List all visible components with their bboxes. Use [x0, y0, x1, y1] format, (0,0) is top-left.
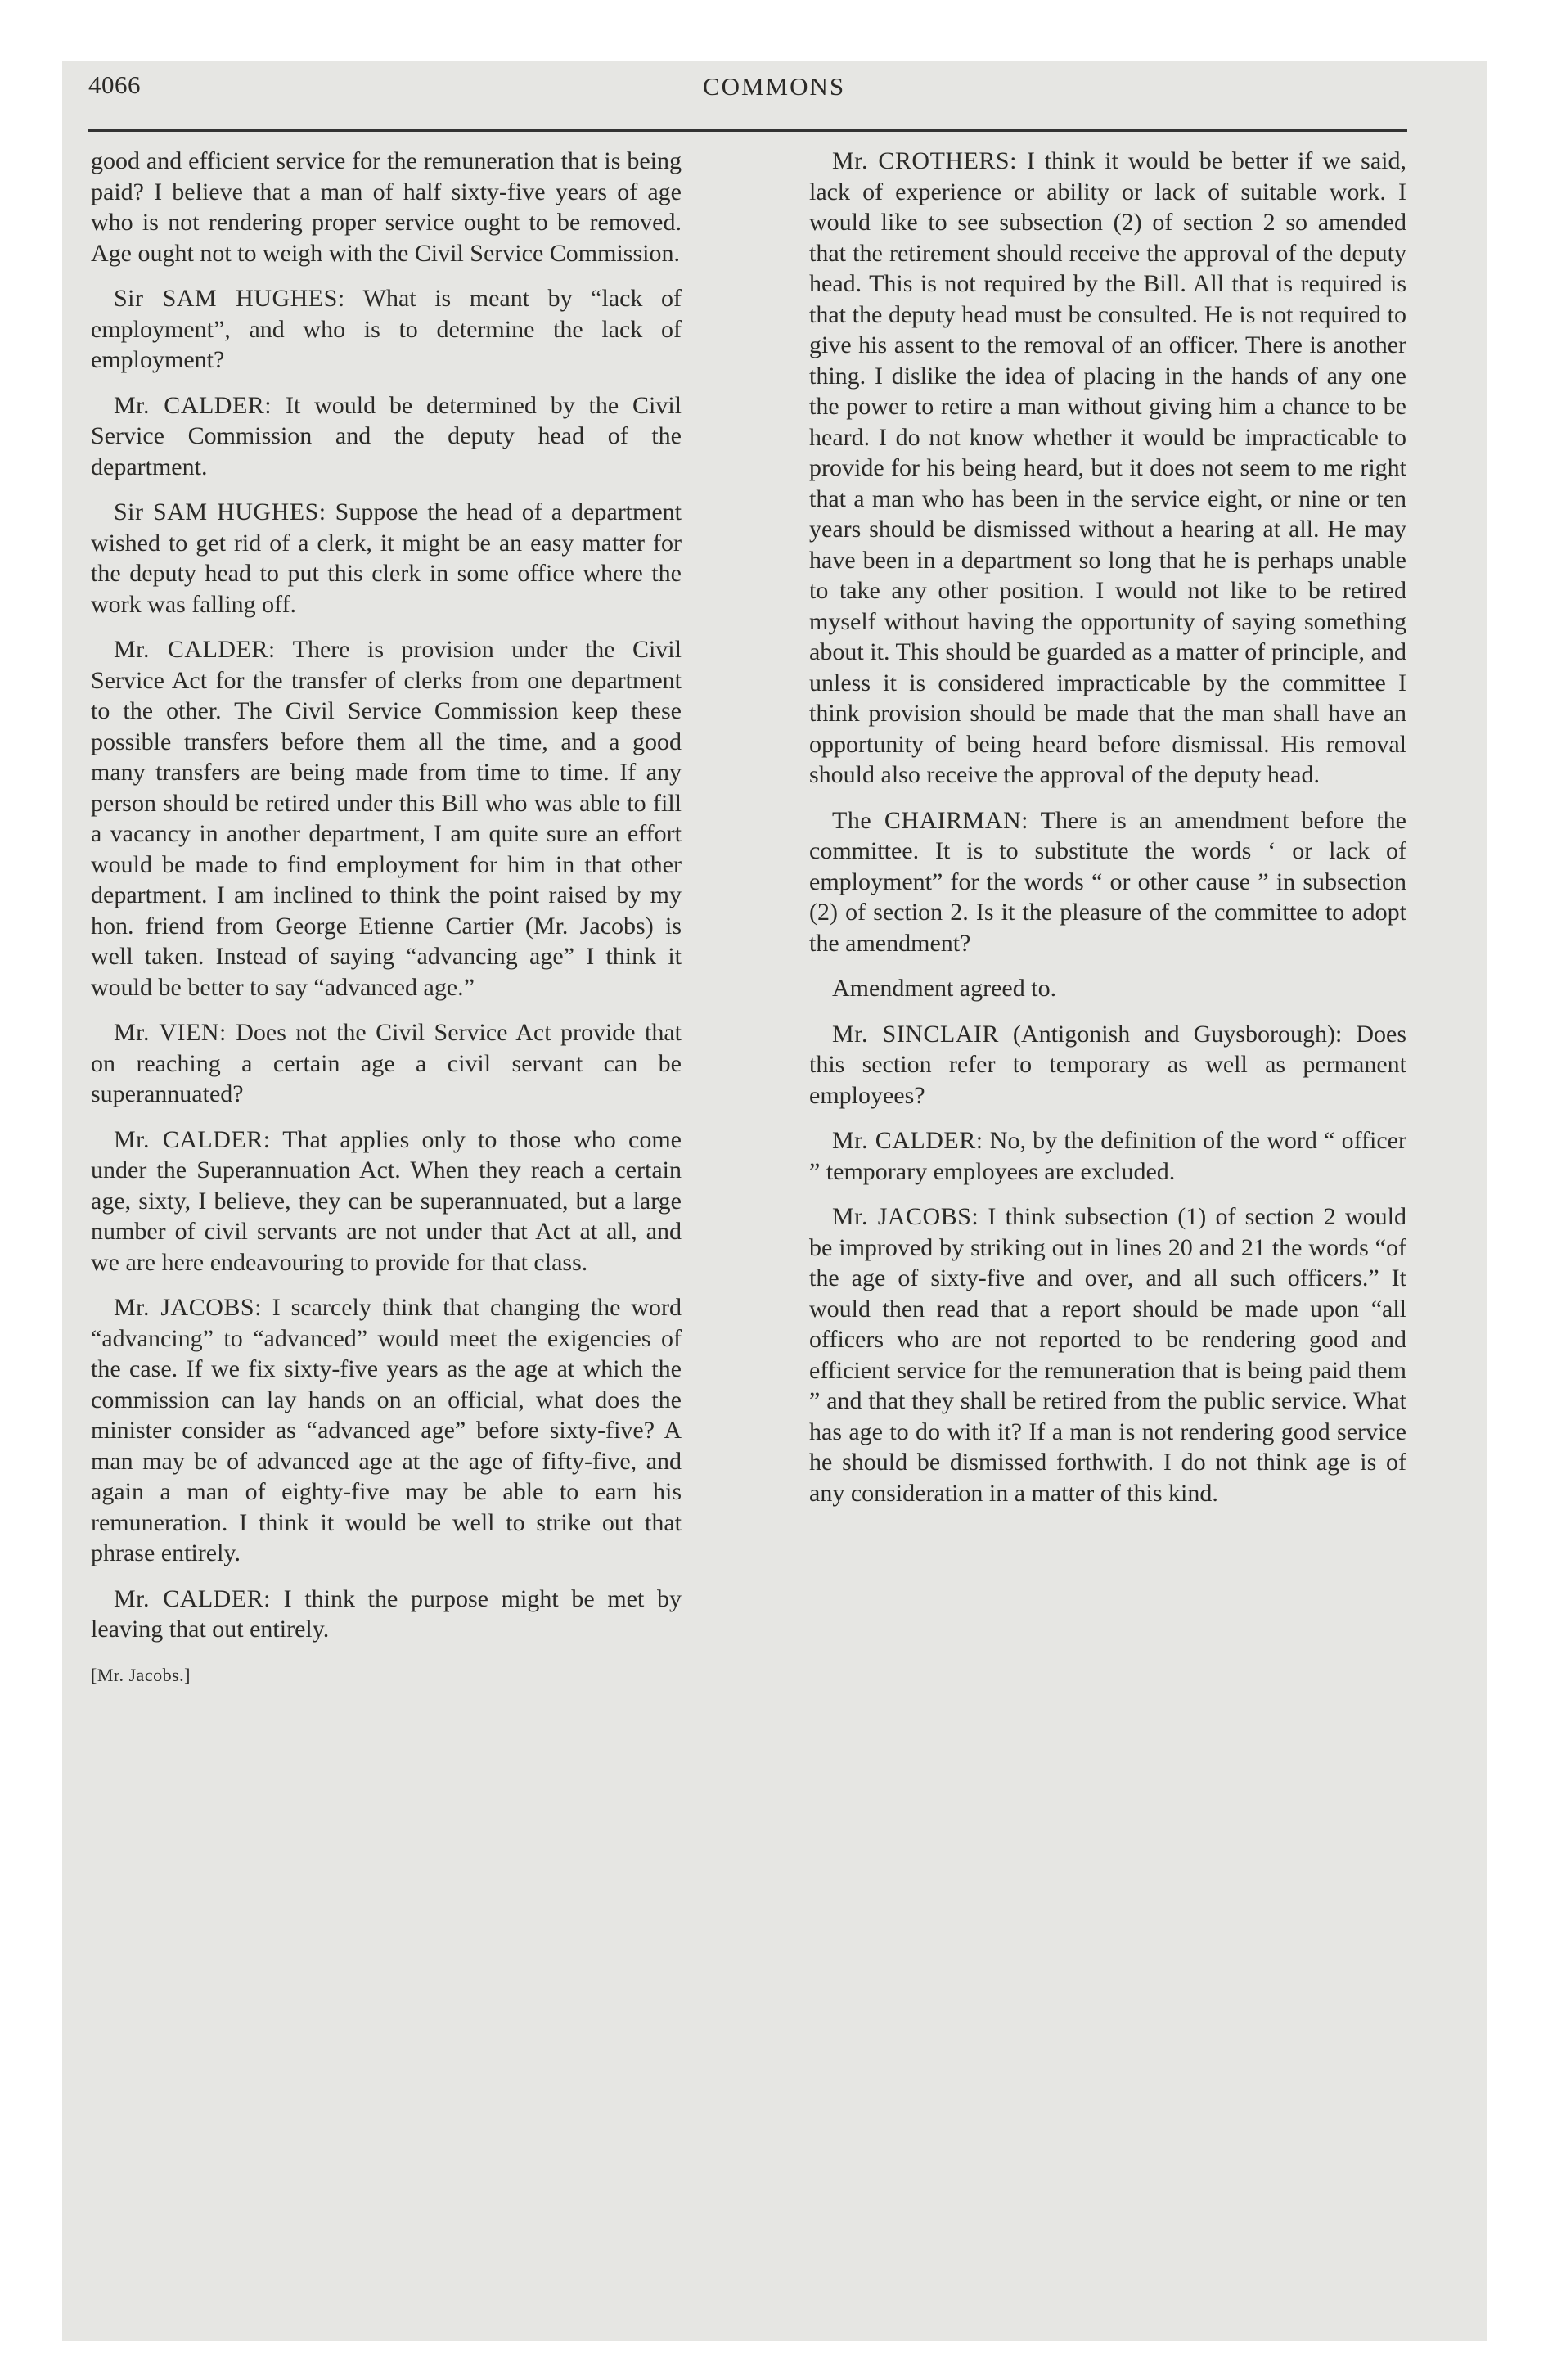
speaker-name: Sir SAM HUGHES:: [114, 498, 326, 525]
paragraph-text: I scarcely think that changing the word “advancing” to “advanced” would meet the exigencies of the case. If we fix sixty-five years as the age at which the commission can lay hands on an official, what does the minister consider as “advanced age” before sixty-five? A man may be of advanced age at the age of fifty-five, and again a man of eighty-five may be able to earn his remuneration. I think it would be well to strike out that phrase entirely.: [91, 1294, 682, 1566]
speaker-name: Mr. CALDER:: [114, 1584, 272, 1612]
page-number: 4066: [88, 70, 141, 99]
left-column: [91, 146, 682, 1690]
paragraph-text: I think it would be better if we said, lack of experience or ability or lack of suitable work. I would like to see subsection (2) of section 2 so amended that the retirement should receive the approval of the deputy head. This is not required by the Bill. All that is required is that the deputy head must be consulted. He is not required to give his assent to the removal of an officer. There is another thing. I dislike the idea of placing in the hands of any one the power to retire a man without giving him a chance to be heard. I do not know whether it would be impracticable to provide for his being heard, but it does not seem to me right that a man who has been in the service eight, or nine or ten years should be dismissed without a hearing at all. He may have been in a department so long that he is perhaps unable to take any other position. I would not like to be retired myself without having the opportunity of saying something about it. This should be guarded as a matter of principle, and unless it is considered impracticable by the committee I think provision should be made that the man shall have an opportunity of being heard before dismissal. His removal should also receive the approval of the deputy head.: [809, 147, 1406, 788]
paragraph: [809, 973, 1406, 1004]
speaker-name: Sir SAM HUGHES:: [114, 285, 345, 312]
speaker-name: The CHAIRMAN:: [832, 806, 1028, 834]
paragraph: [91, 497, 682, 620]
speaker-name: Mr. CALDER:: [832, 1127, 983, 1154]
paragraph-text: No, by the definition of the word “ officer ” temporary employees are excluded.: [809, 1127, 1406, 1185]
paragraph: [91, 1584, 682, 1645]
paragraph: [809, 805, 1406, 959]
paragraph: [91, 390, 682, 483]
paragraph: [91, 1125, 682, 1278]
paragraph: [91, 283, 682, 376]
paragraph-text: Amendment agreed to.: [832, 975, 1057, 1002]
paragraph-text: (Antigonish and Guysborough): Does this section refer to temporary as well as permanent employees?: [809, 1020, 1406, 1109]
speaker-name: Mr. CALDER:: [114, 636, 276, 663]
speaker-name: Mr. CALDER:: [114, 391, 272, 419]
paragraph-text: Does not the Civil Service Act provide that on reaching a certain age a civil servant can be superannuated?: [91, 1019, 682, 1107]
paragraph: [91, 634, 682, 1003]
paragraph-text: There is an amendment before the committee. It is to substitute the words ‘ or lack of employment” for the words “ or other cause ” in subsection (2) of section 2. Is it the pleasure of the committee to adopt the amendment?: [809, 806, 1406, 957]
paragraph-text: I think subsection (1) of section 2 would be improved by striking out in lines 20 and 21 the words “of the age of sixty-five and over, and all such officers.” It would then read that a report should be made upon “all officers who are not reported to be rendering good and efficient service for the remuneration that is being paid them ” and that they shall be retired from the public service. What has age to do with it? If a man is not rendering good service he should be dismissed forthwith. I do not think age is of any consideration in a matter of this kind.: [809, 1203, 1406, 1507]
speaker-name: Mr. CROTHERS:: [832, 147, 1017, 174]
paragraph-text: I think the purpose might be met by leaving that out entirely.: [91, 1584, 682, 1643]
running-head: COMMONS: [702, 72, 846, 101]
paragraph-text: What is meant by “lack of employment”, and who is to determine the lack of employment?: [91, 285, 682, 373]
footer-reference: [Mr. Jacobs.]: [91, 1664, 191, 1685]
paragraph: [809, 1201, 1406, 1508]
paragraph: [91, 146, 682, 268]
paragraph: [809, 146, 1406, 791]
paragraph-text: It would be determined by the Civil Service Commission and the deputy head of the department.: [91, 391, 682, 480]
paragraph-text: good and efficient service for the remuneration that is being paid? I believe that a man of half sixty-five years of age who is not rendering proper service ought to be removed. Age ought not to weigh with the Civil Service Commission.: [91, 147, 682, 267]
paragraph: [809, 1125, 1406, 1187]
paragraph-text: Suppose the head of a department wished to get rid of a clerk, it might be an easy matter for the deputy head to put this clerk in some office where the work was falling off.: [91, 498, 682, 618]
paragraph: [809, 1019, 1406, 1111]
paragraph-text: That applies only to those who come under the Superannuation Act. When they reach a certain age, sixty, I believe, they can be superannuated, but a large number of civil servants are not under that Act at all, and we are here endeavouring to provide for that class.: [91, 1125, 682, 1276]
right-column: [809, 146, 1406, 1523]
paragraph-text: There is provision under the Civil Service Act for the transfer of clerks from one department to the other. The Civil Service Commission keep these possible transfers before them all the time, and a good many transfers are being made from time to time. If any person should be retired under this Bill who was able to fill a vacancy in another department, I am quite sure an effort would be made to find employment for him in that other department. I am inclined to think the point raised by my hon. friend from George Etienne Cartier (Mr. Jacobs) is well taken. Instead of saying “advancing age” I think it would be better to say “advanced age.”: [91, 636, 682, 1001]
speaker-name: Mr. JACOBS:: [832, 1203, 979, 1230]
speaker-name: Mr. CALDER:: [114, 1125, 271, 1153]
paragraph: [91, 1017, 682, 1110]
header-rule: [88, 129, 1407, 132]
speaker-name: Mr. VIEN:: [114, 1019, 227, 1046]
paragraph: [91, 1292, 682, 1569]
speaker-name: Mr. SINCLAIR: [832, 1020, 999, 1048]
speaker-name: Mr. JACOBS:: [114, 1294, 262, 1321]
